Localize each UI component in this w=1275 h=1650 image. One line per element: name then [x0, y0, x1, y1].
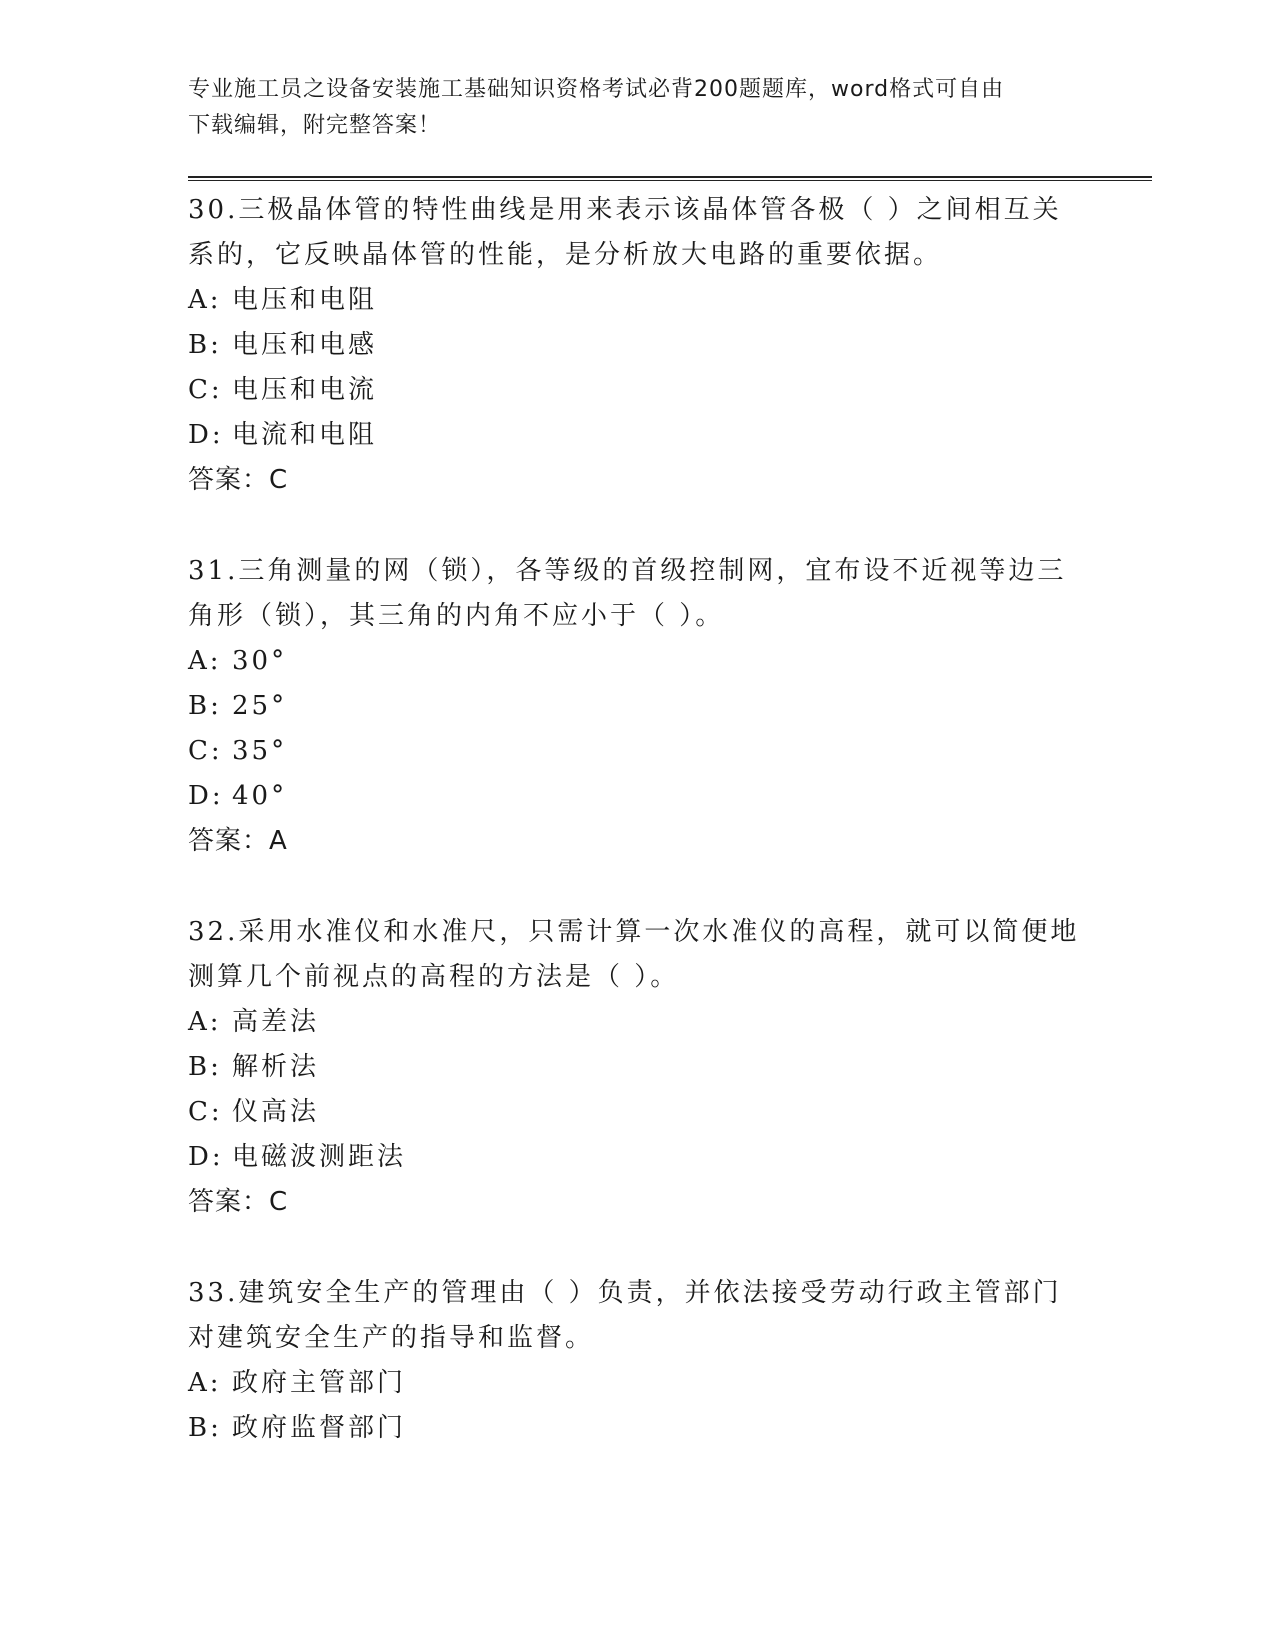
- option-letter: B:: [188, 691, 222, 721]
- answer-line: 答案：C: [188, 1187, 289, 1217]
- question-stem-line: 系的，它反映晶体管的性能，是分析放大电路的重要依据。: [188, 240, 943, 270]
- option-text: 40°: [232, 781, 288, 811]
- header-line-2: 下载编辑，附完整答案！: [188, 113, 442, 138]
- option-letter: C:: [188, 375, 223, 405]
- option-a: [188, 278, 1088, 323]
- option-letter: D:: [188, 420, 224, 450]
- question-stem-line: 30.三极晶体管的特性曲线是用来表示该晶体管各极（ ）之间相互关: [188, 195, 1062, 225]
- option-d: [188, 774, 1088, 819]
- option-c: [188, 1090, 1088, 1135]
- option-b: [188, 323, 1088, 368]
- option-text: 电磁波测距法: [232, 1142, 407, 1172]
- option-letter: A:: [188, 1368, 222, 1398]
- header-line-1: 专业施工员之设备安装施工基础知识资格考试必背200题题库，word格式可自由: [188, 77, 1005, 102]
- question-stem-line: 31.三角测量的网（锁），各等级的首级控制网，宜布设不近视等边三: [188, 556, 1067, 586]
- option-a: [188, 639, 1088, 684]
- question-list: [188, 188, 1088, 1497]
- option-c: [188, 729, 1088, 774]
- option-text: 35°: [232, 736, 288, 766]
- document-page: [188, 0, 1158, 1650]
- option-letter: A:: [188, 1007, 222, 1037]
- option-letter: A:: [188, 646, 222, 676]
- option-b: [188, 1045, 1088, 1090]
- option-d: [188, 1135, 1088, 1180]
- document-header: [188, 72, 1088, 144]
- option-text: 电压和电阻: [232, 285, 378, 315]
- option-letter: C:: [188, 736, 223, 766]
- question-33: [188, 1271, 1088, 1451]
- question-31: [188, 549, 1088, 864]
- option-text: 电流和电阻: [232, 420, 378, 450]
- option-text: 30°: [232, 646, 288, 676]
- question-30: [188, 188, 1088, 503]
- question-stem-line: 32.采用水准仪和水准尺，只需计算一次水准仪的高程，就可以简便地: [188, 917, 1080, 947]
- option-text: 高差法: [232, 1007, 320, 1037]
- option-text: 电压和电感: [232, 330, 378, 360]
- option-text: 政府主管部门: [232, 1368, 407, 1398]
- option-text: 解析法: [232, 1052, 320, 1082]
- question-stem-line: 33.建筑安全生产的管理由（ ）负责，并依法接受劳动行政主管部门: [188, 1278, 1062, 1308]
- option-text: 电压和电流: [232, 375, 378, 405]
- option-text: 政府监督部门: [232, 1413, 407, 1443]
- answer-line: 答案：C: [188, 465, 289, 495]
- option-b: [188, 684, 1088, 729]
- option-d: [188, 413, 1088, 458]
- option-letter: D:: [188, 781, 224, 811]
- question-stem-line: 角形（锁），其三角的内角不应小于（ ）。: [188, 601, 725, 631]
- option-text: 仪高法: [232, 1097, 320, 1127]
- option-letter: D:: [188, 1142, 224, 1172]
- question-stem: [188, 549, 1088, 639]
- option-letter: A:: [188, 285, 222, 315]
- option-letter: B:: [188, 1052, 222, 1082]
- option-a: [188, 1000, 1088, 1045]
- header-divider: [188, 176, 1152, 181]
- option-a: [188, 1361, 1088, 1406]
- question-stem: [188, 1271, 1088, 1361]
- option-text: 25°: [232, 691, 288, 721]
- option-c: [188, 368, 1088, 413]
- option-b: [188, 1406, 1088, 1451]
- option-letter: B:: [188, 1413, 222, 1443]
- question-stem: [188, 188, 1088, 278]
- question-stem-line: 测算几个前视点的高程的方法是（ ）。: [188, 962, 680, 992]
- question-32: [188, 910, 1088, 1225]
- question-stem-line: 对建筑安全生产的指导和监督。: [188, 1323, 595, 1353]
- question-stem: [188, 910, 1088, 1000]
- option-letter: C:: [188, 1097, 223, 1127]
- answer-line: 答案：A: [188, 826, 288, 856]
- option-letter: B:: [188, 330, 222, 360]
